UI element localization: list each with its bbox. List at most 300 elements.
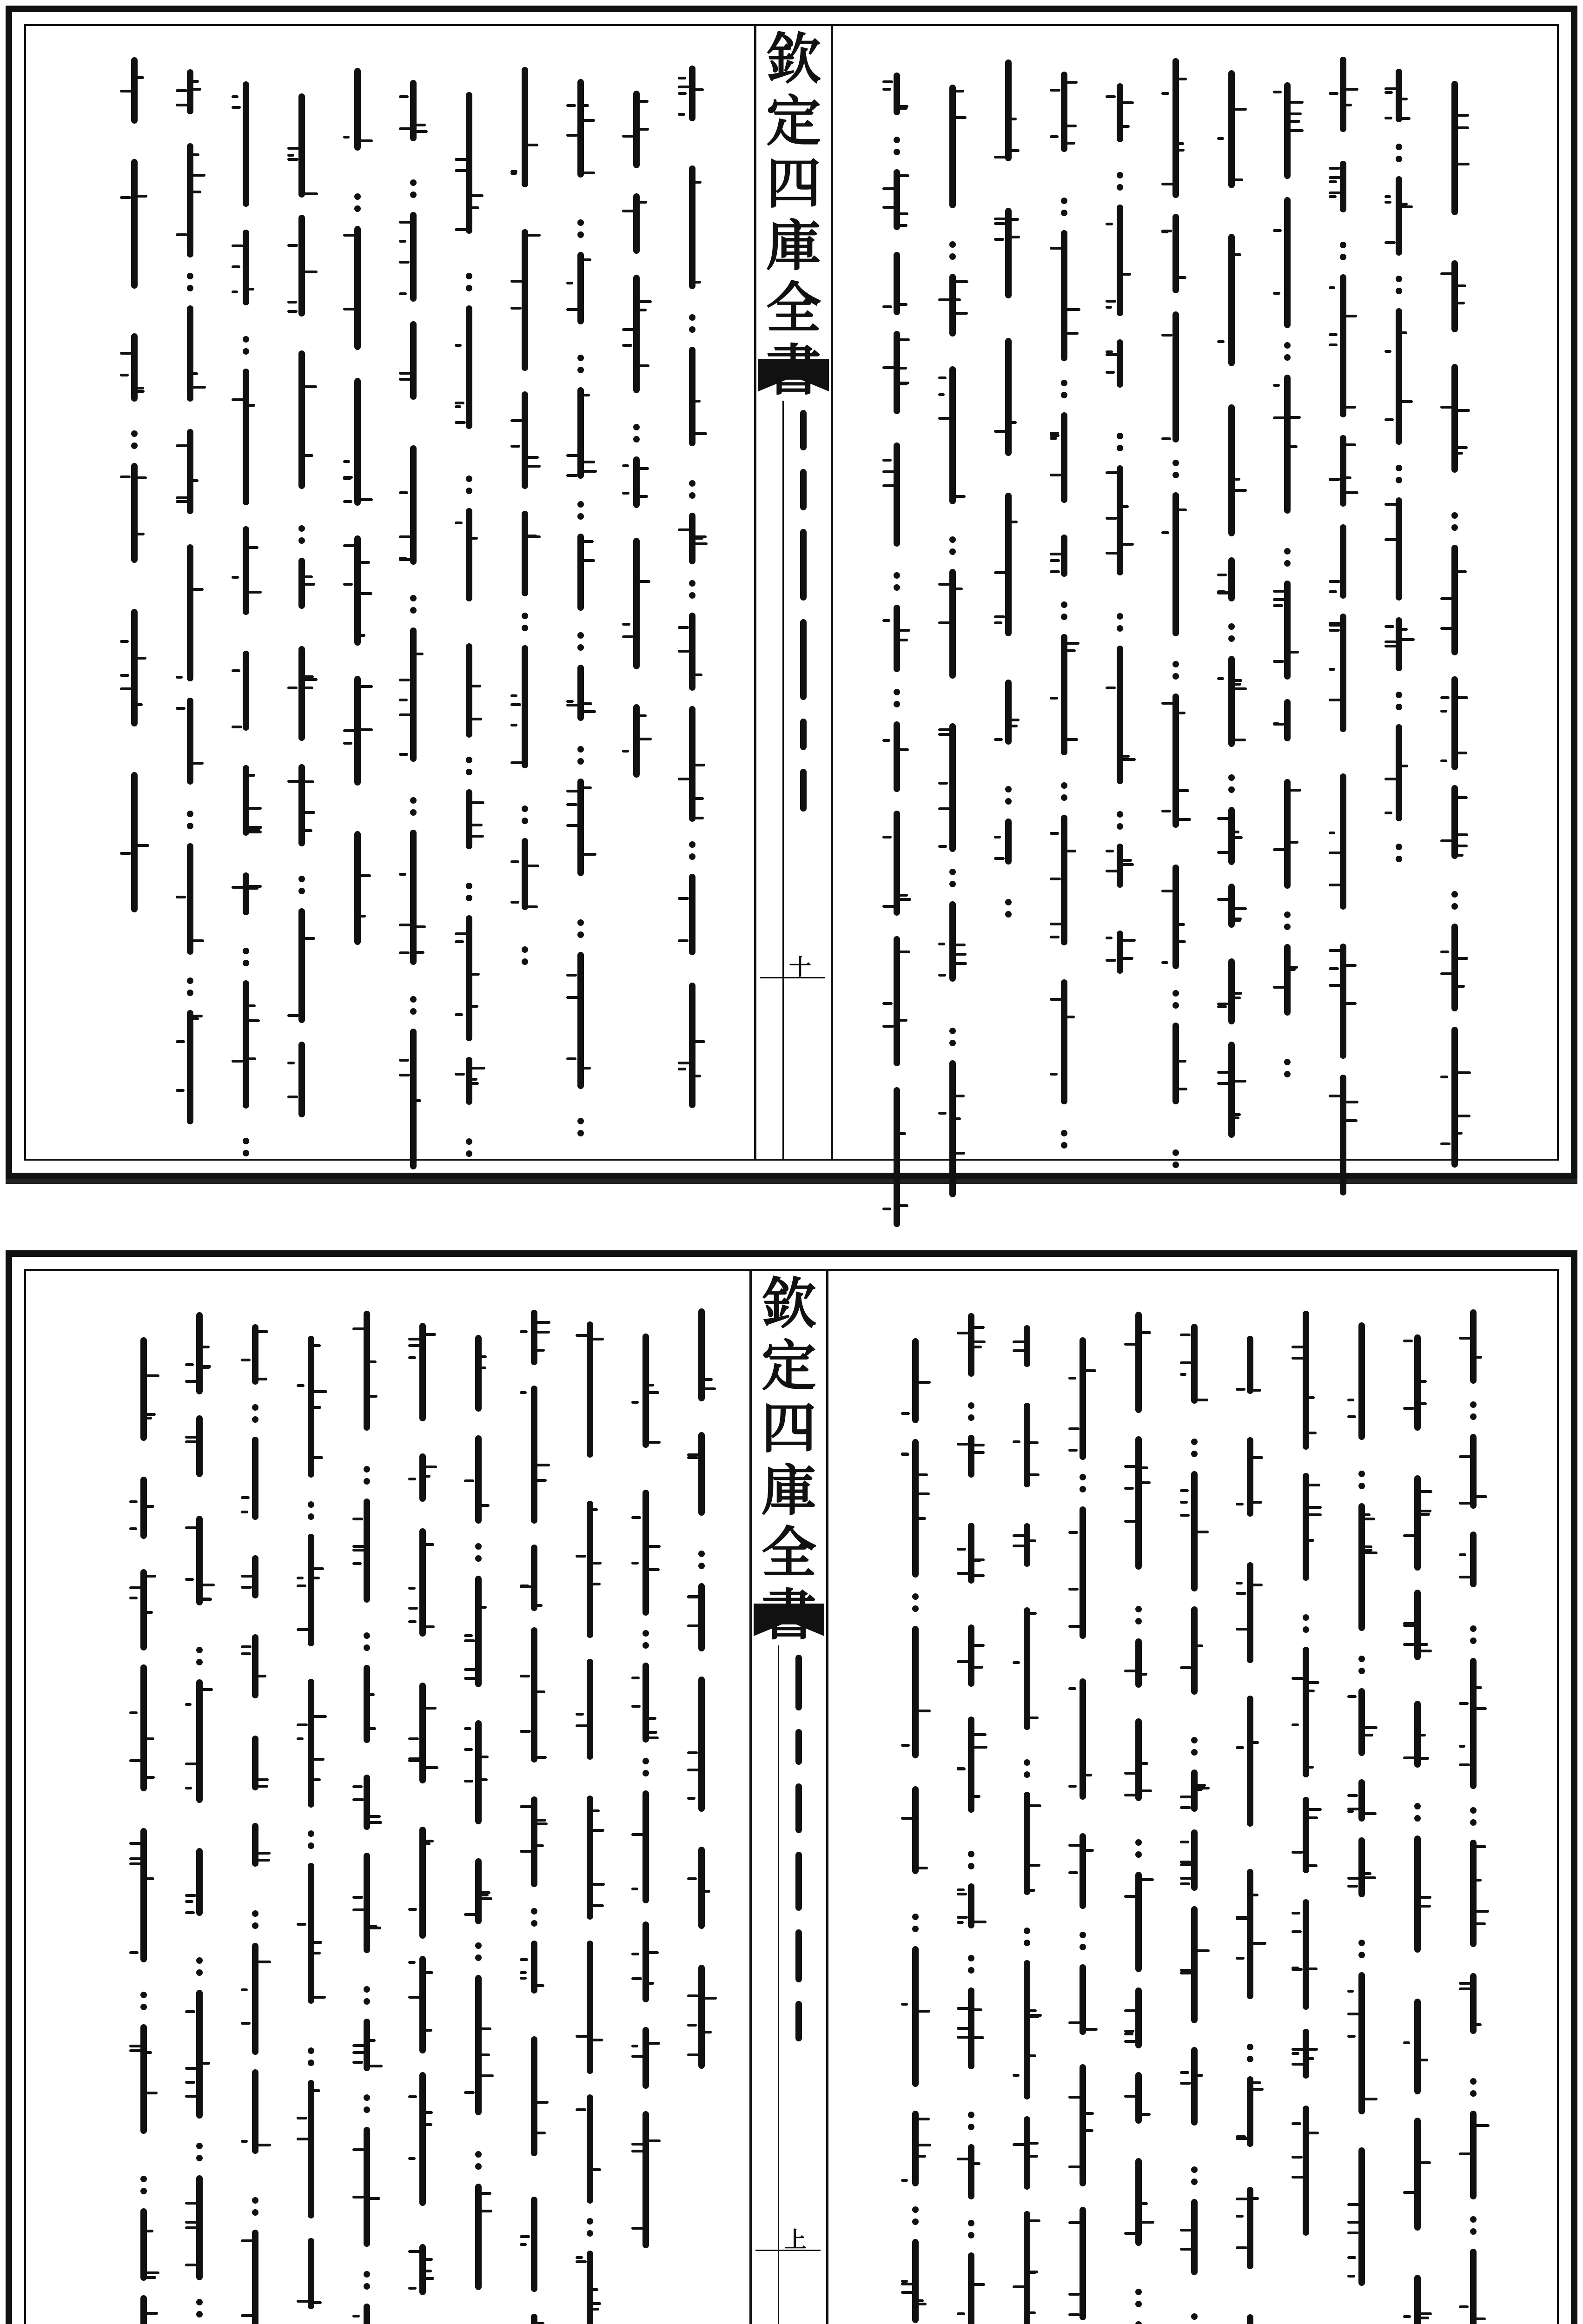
punctuation-dot [1117, 433, 1123, 439]
script-stroke [1124, 1772, 1136, 1775]
script-stroke [297, 2300, 311, 2303]
script-stroke [176, 1040, 185, 1043]
punctuation-dot [1247, 2056, 1253, 2062]
script-stroke [954, 280, 968, 283]
punctuation-dot [1358, 1952, 1365, 1958]
script-stroke [536, 1479, 547, 1482]
script-stroke [1180, 1796, 1194, 1798]
script-stroke [424, 1842, 431, 1845]
script-stroke [1050, 1073, 1058, 1076]
script-stroke [408, 1996, 421, 1999]
script-stroke [1124, 2232, 1137, 2235]
punctuation-dot [308, 1830, 314, 1837]
section-heading-script [782, 1655, 819, 2082]
script-word [475, 1975, 482, 2115]
script-stroke [694, 1040, 705, 1043]
script-word [1396, 176, 1402, 256]
script-stroke [1345, 406, 1356, 409]
script-stroke [1028, 1889, 1035, 1892]
script-stroke [898, 212, 908, 215]
script-stroke [1400, 331, 1407, 334]
script-word [1303, 1647, 1309, 1777]
script-stroke [176, 707, 185, 710]
script-stroke [1292, 1930, 1302, 1933]
script-column [1326, 38, 1363, 1154]
script-stroke [247, 591, 262, 594]
script-stroke [694, 432, 707, 435]
script-stroke [1124, 2033, 1133, 2035]
script-stroke [1180, 1514, 1190, 1517]
script-stroke [1084, 1369, 1096, 1372]
script-column [573, 1283, 610, 2324]
punctuation-dot [968, 1851, 974, 1857]
script-stroke [1180, 1666, 1192, 1669]
punctuation-dot [196, 1659, 203, 1665]
script-word [1135, 1638, 1142, 1688]
punctuation-dot [1358, 1668, 1365, 1674]
script-stroke [1347, 2275, 1355, 2278]
script-stroke [185, 1578, 194, 1581]
script-stroke [694, 673, 702, 676]
script-stroke [1121, 859, 1132, 862]
punctuation-dot [968, 1402, 974, 1409]
punctuation-dot [1191, 1737, 1198, 1743]
title-char: 庫 [766, 213, 821, 278]
script-stroke [536, 1690, 545, 1693]
script-word [466, 508, 472, 601]
script-stroke [201, 1367, 210, 1369]
script-stroke [938, 1112, 947, 1115]
script-stroke [424, 2277, 434, 2280]
script-stroke [917, 2118, 930, 2120]
script-word [1024, 1325, 1030, 1367]
script-stroke [312, 1996, 326, 1999]
script-word [1117, 339, 1123, 388]
punctuation-dot [131, 430, 138, 437]
script-stroke [1066, 738, 1078, 741]
script-stroke [678, 650, 690, 653]
script-stroke [464, 1634, 473, 1637]
script-stroke [1345, 476, 1351, 479]
script-stroke [1419, 2161, 1431, 2164]
script-column [340, 38, 378, 1154]
script-stroke [247, 1004, 256, 1007]
script-stroke [510, 172, 517, 175]
script-stroke [312, 1758, 325, 1761]
script-stroke [247, 404, 255, 407]
script-word [1396, 724, 1402, 821]
script-stroke [1459, 1745, 1465, 1748]
script-stroke [297, 1723, 308, 1726]
script-stroke [232, 576, 239, 579]
script-stroke [287, 154, 294, 157]
script-stroke [1292, 1346, 1306, 1348]
script-stroke [973, 1558, 985, 1561]
script-word [1117, 465, 1123, 575]
script-stroke [591, 1904, 604, 1907]
script-stroke [1292, 1912, 1300, 1915]
script-stroke [1292, 1677, 1305, 1680]
punctuation-dot [1358, 1656, 1365, 1662]
script-stroke [1028, 1717, 1039, 1719]
script-stroke [1403, 1534, 1417, 1537]
script-stroke [1252, 1942, 1266, 1945]
script-word [1451, 81, 1458, 215]
punctuation-dot [968, 1414, 974, 1421]
script-word [1470, 1532, 1477, 1588]
script-stroke [1419, 1650, 1432, 1652]
script-word [1247, 2314, 1253, 2324]
script-stroke [1180, 1877, 1193, 1880]
script-stroke [678, 528, 691, 531]
script-word [466, 305, 472, 429]
script-stroke [359, 685, 373, 688]
punctuation-dot [1284, 1071, 1291, 1077]
script-stroke [129, 1711, 138, 1714]
script-stroke [399, 951, 410, 954]
punctuation-dot [466, 475, 472, 482]
punctuation-dot [522, 958, 528, 965]
script-stroke [1329, 176, 1341, 179]
script-stroke [359, 561, 370, 564]
script-stroke [1217, 1071, 1232, 1074]
script-stroke [898, 1019, 907, 1022]
script-stroke [520, 1675, 530, 1677]
script-stroke [1345, 443, 1356, 446]
script-stroke [901, 2003, 908, 2006]
script-stroke [1121, 273, 1131, 276]
script-word [968, 1435, 974, 1478]
script-stroke [201, 2062, 210, 2065]
script-stroke [901, 1744, 910, 1747]
script-stroke [185, 2221, 198, 2224]
script-stroke [399, 713, 413, 716]
script-stroke [1363, 1734, 1373, 1736]
script-word [1451, 260, 1458, 333]
script-stroke [882, 366, 895, 369]
script-stroke [1475, 1922, 1486, 1925]
script-stroke [1236, 1957, 1245, 1960]
script-word [298, 908, 305, 1023]
punctuation-dot [577, 231, 584, 238]
punctuation-dot [1061, 198, 1067, 204]
script-stroke [129, 1500, 138, 1503]
script-stroke [917, 1473, 928, 1476]
script-stroke [1329, 629, 1340, 632]
script-stroke [1363, 1552, 1378, 1554]
script-stroke [455, 405, 461, 408]
script-stroke [1329, 478, 1339, 481]
script-stroke [576, 2035, 590, 2038]
script-stroke [343, 136, 350, 139]
script-stroke [470, 206, 479, 209]
script-stroke [343, 476, 353, 479]
script-word [298, 215, 305, 317]
script-stroke [687, 1797, 695, 1800]
script-stroke [1084, 1774, 1092, 1776]
punctuation-dot [1228, 774, 1235, 781]
script-stroke [1177, 508, 1187, 511]
script-word [689, 983, 695, 1108]
punctuation-dot [1135, 2289, 1142, 2295]
punctuation-dot [577, 1118, 584, 1124]
script-stroke [1329, 92, 1338, 95]
script-stroke [994, 615, 1005, 618]
script-stroke [343, 742, 352, 745]
script-stroke [241, 1645, 252, 1648]
script-stroke [241, 2022, 251, 2025]
script-stroke [647, 1982, 654, 1985]
script-stroke [399, 753, 408, 756]
script-stroke [312, 2089, 320, 2092]
script-stroke [241, 1652, 251, 1655]
script-stroke [257, 1859, 270, 1862]
script-stroke [957, 1893, 967, 1895]
script-stroke [1161, 437, 1171, 440]
script-stroke [973, 1444, 985, 1446]
punctuation-dot [949, 869, 956, 875]
script-stroke [1124, 1465, 1137, 1468]
script-stroke [1050, 936, 1060, 938]
script-stroke [1217, 137, 1224, 140]
script-stroke [470, 835, 484, 838]
script-stroke [678, 1062, 692, 1064]
script-stroke [1140, 1762, 1148, 1765]
script-stroke [1347, 2035, 1356, 2038]
script-stroke [1180, 1501, 1188, 1504]
script-stroke [938, 393, 945, 396]
script-stroke [312, 1577, 320, 1579]
heading-script-word [795, 1783, 802, 1833]
script-stroke [1180, 1863, 1194, 1866]
script-stroke [145, 2312, 158, 2315]
script-stroke [622, 344, 632, 347]
script-stroke [1233, 831, 1239, 833]
script-word [894, 442, 900, 547]
script-stroke [1363, 1549, 1372, 1552]
script-stroke [399, 221, 411, 224]
script-stroke [566, 104, 576, 107]
script-stroke [582, 172, 595, 174]
script-stroke [520, 1805, 532, 1808]
script-word [308, 2238, 314, 2309]
script-stroke [631, 1833, 646, 1836]
script-stroke [510, 280, 524, 283]
script-word [1024, 1607, 1030, 1730]
script-word [187, 843, 193, 955]
script-stroke [297, 2117, 307, 2119]
script-stroke [359, 139, 373, 142]
punctuation-dot [298, 876, 305, 882]
script-stroke [973, 1644, 985, 1647]
punctuation-dot [1135, 1618, 1142, 1624]
punctuation-dot [642, 1770, 649, 1776]
script-stroke [1329, 852, 1341, 854]
script-word [1005, 208, 1012, 298]
script-stroke [1456, 957, 1468, 960]
script-stroke [129, 1597, 138, 1599]
script-stroke [1028, 1864, 1040, 1867]
script-stroke [1180, 1841, 1189, 1843]
heading-script-word [800, 769, 807, 812]
script-stroke [638, 364, 649, 367]
script-stroke [1161, 231, 1168, 233]
script-stroke [566, 454, 579, 457]
script-stroke [1273, 660, 1284, 663]
script-stroke [973, 1795, 980, 1798]
script-stroke [1196, 1949, 1210, 1952]
punctuation-dot [1024, 1759, 1030, 1766]
script-stroke [312, 1715, 327, 1718]
script-stroke [129, 1842, 143, 1845]
script-word [466, 643, 472, 738]
script-word [968, 1313, 974, 1377]
script-stroke [368, 1360, 377, 1363]
script-stroke [1363, 1545, 1372, 1548]
script-stroke [882, 187, 896, 190]
script-stroke [678, 77, 686, 79]
script-stroke [232, 1060, 243, 1063]
script-stroke [1440, 951, 1449, 953]
script-stroke [1121, 957, 1133, 960]
script-word [1135, 1436, 1142, 1570]
punctuation-dot [1284, 1059, 1291, 1065]
script-stroke [582, 461, 595, 463]
script-stroke [1050, 474, 1061, 476]
script-stroke [957, 1443, 968, 1446]
script-stroke [343, 460, 350, 463]
script-stroke [1013, 1661, 1020, 1664]
script-stroke [470, 801, 484, 804]
script-stroke [938, 807, 951, 810]
script-column [1103, 38, 1140, 1154]
script-stroke [898, 951, 910, 953]
script-stroke [1180, 1373, 1186, 1376]
script-stroke [1329, 967, 1339, 970]
script-stroke [1068, 2096, 1081, 2099]
script-stroke [638, 128, 649, 131]
script-stroke [1329, 699, 1343, 701]
script-stroke [687, 2024, 697, 2027]
script-word [1451, 364, 1458, 473]
script-stroke [1307, 1513, 1322, 1516]
script-stroke [1177, 78, 1187, 80]
script-stroke [303, 271, 318, 273]
script-column [1233, 1283, 1270, 2324]
punctuation-dot [1117, 811, 1123, 818]
script-stroke [954, 588, 963, 590]
script-stroke [287, 1096, 298, 1098]
punctuation-dot [475, 2151, 482, 2158]
script-stroke [1400, 400, 1413, 403]
script-stroke [368, 1693, 375, 1696]
punctuation-dot [968, 2220, 974, 2226]
script-stroke [1010, 236, 1020, 238]
script-word [1340, 161, 1346, 212]
script-stroke [954, 1117, 961, 1120]
script-stroke [1289, 445, 1298, 448]
script-stroke [973, 2283, 985, 2286]
script-word [364, 2127, 370, 2247]
punctuation-dot [243, 1138, 249, 1144]
script-stroke [536, 1331, 550, 1334]
script-stroke [368, 1927, 381, 1929]
script-stroke [1329, 984, 1342, 987]
script-stroke [1161, 334, 1172, 337]
script-stroke [352, 1549, 365, 1552]
script-word [1284, 581, 1291, 680]
punctuation-dot [1172, 990, 1179, 997]
script-stroke [470, 1082, 479, 1085]
script-stroke [536, 2101, 549, 2104]
script-stroke [399, 535, 413, 538]
script-stroke [359, 728, 373, 731]
script-word [642, 2027, 649, 2089]
script-stroke [1050, 553, 1063, 555]
script-stroke [1236, 1388, 1245, 1391]
script-stroke [694, 88, 704, 91]
script-stroke [882, 470, 894, 473]
script-stroke [954, 90, 964, 92]
script-stroke [582, 853, 596, 856]
script-stroke [1177, 149, 1185, 152]
script-stroke [1459, 1763, 1470, 1766]
center-margin-strip [749, 1269, 828, 2324]
punctuation-dot [577, 355, 584, 361]
script-stroke [622, 328, 636, 331]
script-word [1080, 1964, 1086, 2035]
script-stroke [136, 533, 145, 535]
script-stroke [1307, 1816, 1318, 1819]
punctuation-dot [531, 1920, 537, 1927]
script-stroke [1236, 1503, 1244, 1505]
punctuation-dot [1061, 210, 1067, 216]
punctuation-dot [968, 1955, 974, 1961]
script-stroke [536, 1844, 544, 1847]
script-stroke [882, 619, 890, 622]
script-word [698, 1965, 705, 2068]
script-stroke [591, 1883, 605, 1886]
script-stroke [1475, 2023, 1482, 2026]
script-stroke [1345, 491, 1358, 494]
punctuation-dot [1396, 288, 1402, 294]
script-stroke [1475, 1879, 1482, 1882]
script-stroke [1233, 478, 1240, 481]
script-stroke [176, 676, 183, 679]
punctuation-dot [577, 931, 584, 938]
script-stroke [1292, 2176, 1305, 2179]
script-word [1080, 2207, 1086, 2320]
script-stroke [520, 1958, 528, 1961]
punctuation-dot [475, 1942, 482, 1949]
script-stroke [1028, 1804, 1041, 1807]
script-stroke [1028, 2311, 1036, 2314]
script-stroke [1233, 683, 1241, 686]
script-word [410, 321, 417, 400]
script-word [1358, 1322, 1365, 1440]
script-stroke [185, 2202, 198, 2205]
script-stroke [938, 845, 947, 848]
script-stroke [1363, 1876, 1376, 1879]
script-stroke [201, 1688, 213, 1691]
punctuation-dot [912, 1914, 919, 1920]
script-stroke [359, 592, 372, 595]
script-stroke [185, 2226, 199, 2229]
script-stroke [973, 2008, 982, 2011]
script-stroke [247, 774, 255, 777]
script-stroke [145, 2092, 158, 2094]
punctuation-dot [633, 424, 640, 430]
